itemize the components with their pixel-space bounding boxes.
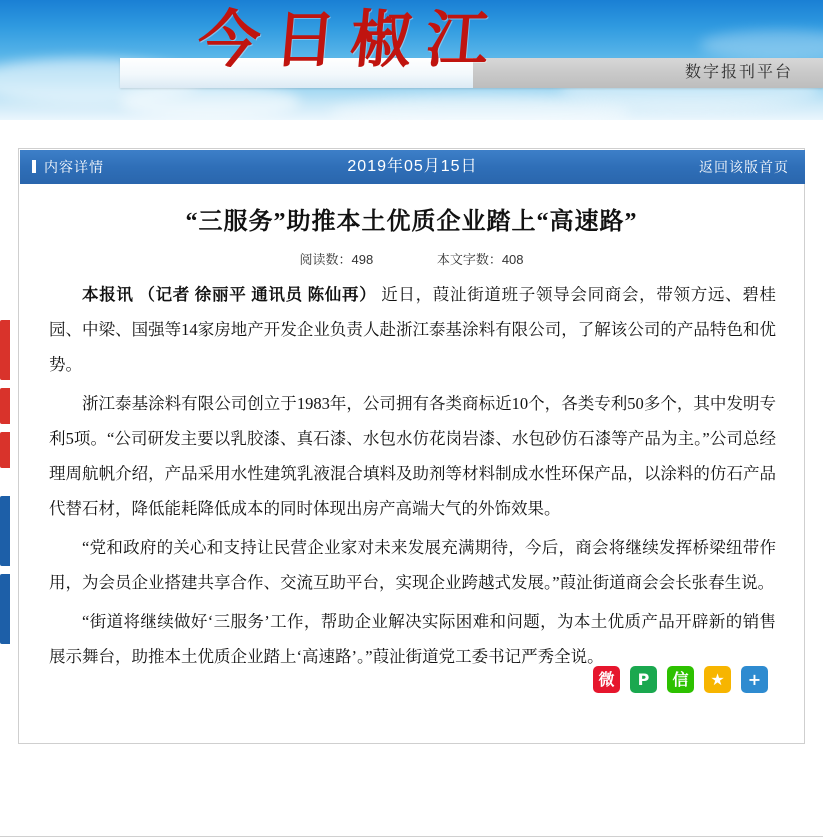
article-paragraph: “党和政府的关心和支持让民营企业家对未来发展充满期待，今后，商会将继续发挥桥梁纽带作用，为会员企业搭建共享合作、交流互助平台，实现企业跨越式发展。”葭沚街道商会会长张春生说。 bbox=[49, 538, 776, 592]
article-byline: 本报讯 （记者 徐丽平 通讯员 陈仙再） bbox=[82, 285, 377, 304]
article-body bbox=[49, 277, 776, 678]
article-paragraph: “街道将继续做好‘三服务’工作，帮助企业解决实际困难和问题，为本土优质产品开辟新的销售展示舞台，助推本土优质企业踏上‘高速路’。”葭沚街道党工委书记严秀全说。 bbox=[49, 612, 776, 666]
share-bar bbox=[593, 666, 768, 693]
side-tab-4[interactable] bbox=[0, 496, 10, 566]
section-label: 内容详情 bbox=[44, 159, 104, 175]
cloud-decoration bbox=[700, 30, 823, 60]
side-tab-5[interactable] bbox=[0, 574, 10, 644]
content-header-bar bbox=[20, 150, 805, 184]
more-share-icon[interactable]: + bbox=[741, 666, 768, 693]
article-paragraph bbox=[49, 277, 776, 382]
wechat-share-icon[interactable]: 信 bbox=[667, 666, 694, 693]
page-area bbox=[0, 120, 823, 764]
publish-date: 2019年05月15日 bbox=[347, 158, 478, 175]
back-to-section-link[interactable]: 返回该版首页 bbox=[699, 159, 789, 175]
side-tab-1[interactable] bbox=[0, 320, 10, 380]
qzone-share-icon[interactable]: ★ bbox=[704, 666, 731, 693]
platform-label: 数字报刊平台 bbox=[684, 64, 793, 81]
article-title: “三服务”助推本土优质企业踏上“高速路” bbox=[185, 209, 638, 235]
masthead-title: 今日椒江 bbox=[195, 7, 506, 75]
side-tab-3[interactable] bbox=[0, 432, 10, 468]
pinterest-share-icon[interactable]: P bbox=[630, 666, 657, 693]
weibo-share-icon[interactable]: 微 bbox=[593, 666, 620, 693]
article-paragraph: 浙江泰基涂料有限公司创立于1983年，公司拥有各类商标近10个，各类专利50多个，其中发明专利5项。“公司研发主要以乳胶漆、真石漆、水包水仿花岗岩漆、水包砂仿石漆等产品为主。”公司总经理周航帆介绍，产品采用水性建筑乳液混合填料及助剂等材料制成水性环保产品，以涂料的仿石产品代替石材，降低能耗降低成本的同时体现出房产高端大气的外饰效果。 bbox=[49, 394, 776, 518]
side-tab-2[interactable] bbox=[0, 388, 10, 424]
content-panel bbox=[18, 148, 805, 744]
word-count: 本文字数：408 bbox=[436, 252, 524, 267]
article-paragraph-text: 近日，葭沚街道班子领导会同商会，带领方远、碧桂园、中梁、国强等14家房地产开发企业负责人赴浙江泰基涂料有限公司，了解该公司的产品特色和优势。 bbox=[49, 285, 777, 374]
site-banner bbox=[0, 0, 823, 120]
read-count: 阅读数：498 bbox=[299, 252, 374, 267]
article-meta bbox=[49, 249, 774, 268]
side-tab-strip bbox=[0, 320, 10, 652]
cloud-decoration bbox=[120, 84, 300, 120]
